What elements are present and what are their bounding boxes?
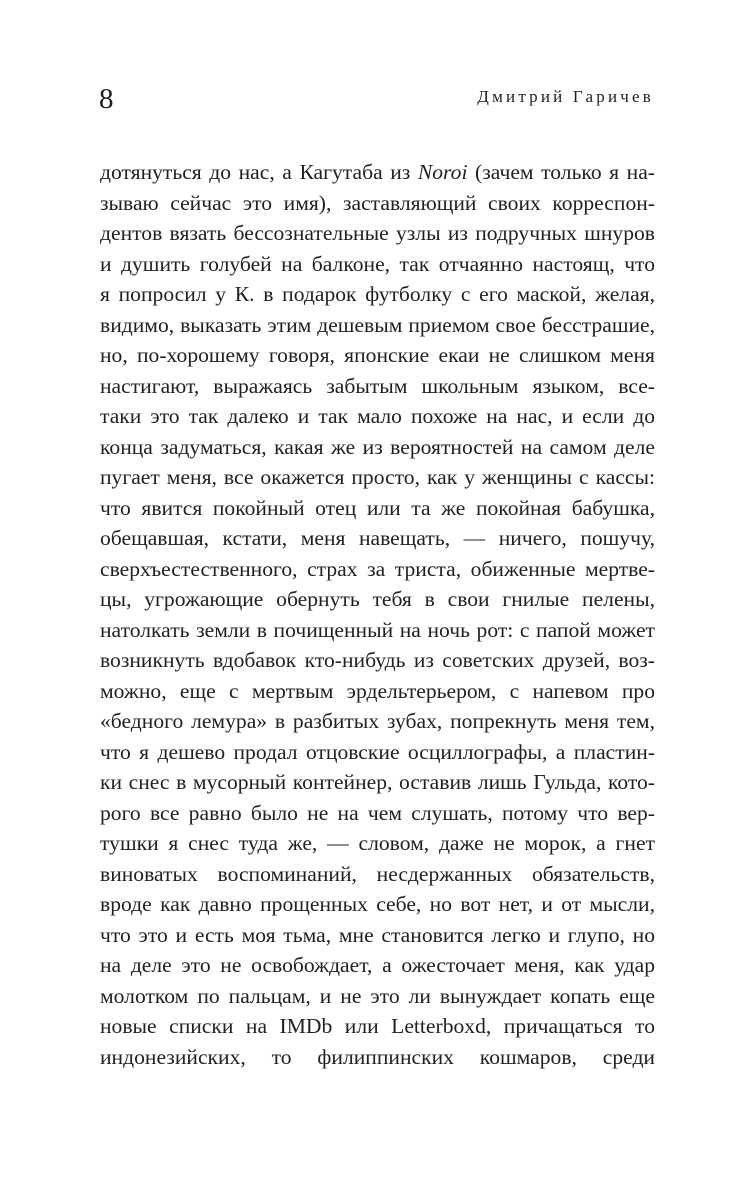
text-line: зываю сейчас это имя), заставляющий своих корреспон-	[100, 190, 655, 215]
text-line: пугает меня, все окажется просто, как у женщины с кассы:	[100, 465, 655, 489]
text-line: на деле это не освобождает, а ожесточает меня, как удар	[100, 953, 655, 977]
text-line: видимо, выказать этим дешевым приемом свое бесстрашие,	[100, 312, 655, 337]
text-segment: дотянуться до нас, а Кагутаба из	[100, 160, 411, 184]
text-line: можно, еще с мертвым эрдельтерьером, с напевом про	[100, 678, 655, 703]
text-line: рого все равно было не на чем слушать, потому что вер-	[100, 800, 655, 825]
text-line: индонезийских, то филиппинских кошмаров, среди	[100, 1044, 655, 1069]
text-line: что явится покойный отец или та же покойная бабушка,	[100, 495, 655, 520]
body-text	[100, 157, 655, 1072]
text-line: я попросил у К. в подарок футболку с его маской, желая,	[100, 282, 655, 306]
text-line: что я дешево продал отцовские осциллографы, а пластин-	[100, 739, 655, 764]
text-line: виноватых воспоминаний, несдержанных обязательств,	[100, 861, 655, 886]
text-line: но, по-хорошему говоря, японские екаи не слишком меня	[100, 343, 655, 367]
text-line: тушки я снес туда же, — словом, даже не морок, а гнет	[100, 831, 655, 855]
text-lines	[100, 188, 655, 1073]
film-title-italic: Noroi	[417, 160, 468, 184]
text-line: натолкать земли в почищенный на ночь рот: с папой может	[100, 617, 655, 642]
page-number: 8	[99, 83, 114, 115]
text-line: таки это так далеко и так мало похоже на нас, и если до	[100, 404, 655, 428]
text-line	[100, 157, 655, 188]
text-segment: (зачем только я на-	[475, 160, 655, 184]
text-line: сверхъестественного, страх за триста, обиженные мертве-	[100, 556, 655, 581]
running-header-author: Дмитрий Гаричев	[477, 87, 654, 106]
text-line: обещавшая, кстати, меня навещать, — ничего, пошучу,	[100, 526, 655, 550]
text-line: настигают, выражаясь забытым школьным языком, все-	[100, 373, 655, 398]
text-line: дентов вязать бессознательные узлы из подручных шнуров	[100, 221, 655, 245]
text-line: конца задуматься, какая же из вероятностей на самом деле	[100, 434, 655, 459]
text-line: ки снес в мусорный контейнер, оставив лишь Гульда, кото-	[100, 770, 655, 794]
text-line: новые списки на IMDb или Letterboxd, причащаться то	[100, 1014, 655, 1038]
text-line: цы, угрожающие обернуть тебя в свои гнилые пелены,	[100, 587, 655, 611]
text-line: вроде как давно прощенных себе, но вот нет, и от мысли,	[100, 892, 655, 916]
text-line: молотком по пальцам, и не это ли вынуждает копать еще	[100, 983, 655, 1008]
text-line: и душить голубей на балконе, так отчаянно настоящ, что	[100, 251, 655, 276]
text-line: что это и есть моя тьма, мне становится легко и глупо, но	[100, 922, 655, 947]
text-line: «бедного лемура» в разбитых зубах, попрекнуть меня тем,	[100, 709, 655, 733]
text-line: возникнуть вдобавок кто-нибудь из советских друзей, воз-	[100, 648, 655, 672]
